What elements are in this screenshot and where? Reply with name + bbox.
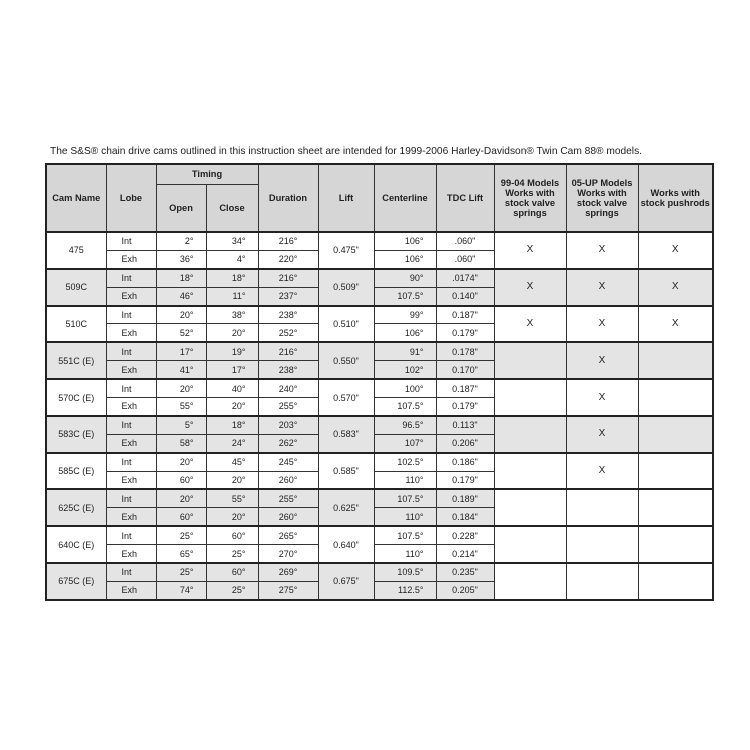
header-stock-pushrods: Works with stock pushrods	[638, 164, 713, 232]
duration-cell: 260°	[258, 508, 318, 526]
header-close: Close	[206, 184, 258, 232]
tdc-lift-cell: 0.179"	[436, 398, 494, 416]
close-cell: 40°	[206, 379, 258, 397]
centerline-cell: 109.5°	[374, 563, 436, 581]
duration-cell: 240°	[258, 379, 318, 397]
centerline-cell: 106°	[374, 324, 436, 342]
lobe-cell: Int	[106, 306, 156, 324]
compat-05-up-cell	[566, 526, 638, 563]
lift-cell: 0.640"	[318, 526, 374, 563]
lobe-cell: Exh	[106, 250, 156, 268]
compat-99-04-cell	[494, 379, 566, 416]
compat-05-up-cell	[566, 489, 638, 526]
centerline-cell: 102°	[374, 361, 436, 379]
compat-05-up-cell: X	[566, 342, 638, 379]
lobe-cell: Int	[106, 379, 156, 397]
table-row	[46, 342, 713, 360]
close-cell: 20°	[206, 324, 258, 342]
lift-cell: 0.583"	[318, 416, 374, 453]
duration-cell: 216°	[258, 269, 318, 287]
duration-cell: 269°	[258, 563, 318, 581]
close-cell: 25°	[206, 545, 258, 563]
cam-name-cell: 551C (E)	[46, 342, 106, 379]
header-tdc-lift: TDC Lift	[436, 164, 494, 232]
close-cell: 11°	[206, 287, 258, 305]
compat-pushrods-cell: X	[638, 306, 713, 343]
tdc-lift-cell: 0.214"	[436, 545, 494, 563]
duration-cell: 216°	[258, 232, 318, 250]
lobe-cell: Exh	[106, 324, 156, 342]
cam-name-cell: 625C (E)	[46, 489, 106, 526]
close-cell: 18°	[206, 269, 258, 287]
open-cell: 46°	[156, 287, 206, 305]
tdc-lift-cell: 0.205"	[436, 581, 494, 599]
duration-cell: 238°	[258, 306, 318, 324]
open-cell: 58°	[156, 434, 206, 452]
open-cell: 20°	[156, 489, 206, 507]
compat-05-up-cell: X	[566, 306, 638, 343]
centerline-cell: 91°	[374, 342, 436, 360]
tdc-lift-cell: 0.187"	[436, 379, 494, 397]
lift-cell: 0.570"	[318, 379, 374, 416]
close-cell: 20°	[206, 471, 258, 489]
lift-cell: 0.585"	[318, 453, 374, 490]
header-05-up-models: 05-UP Models Works with stock valve springs	[566, 164, 638, 232]
open-cell: 5°	[156, 416, 206, 434]
duration-cell: 265°	[258, 526, 318, 544]
compat-pushrods-cell: X	[638, 269, 713, 306]
compat-99-04-cell: X	[494, 269, 566, 306]
open-cell: 36°	[156, 250, 206, 268]
compat-pushrods-cell	[638, 453, 713, 490]
compat-99-04-cell	[494, 453, 566, 490]
lobe-cell: Exh	[106, 398, 156, 416]
table-row	[46, 416, 713, 434]
cam-name-cell: 585C (E)	[46, 453, 106, 490]
cam-name-cell: 475	[46, 232, 106, 269]
compat-pushrods-cell	[638, 379, 713, 416]
tdc-lift-cell: .060"	[436, 250, 494, 268]
centerline-cell: 110°	[374, 508, 436, 526]
compat-pushrods-cell	[638, 526, 713, 563]
lobe-cell: Exh	[106, 361, 156, 379]
centerline-cell: 107.5°	[374, 398, 436, 416]
open-cell: 55°	[156, 398, 206, 416]
header-lift: Lift	[318, 164, 374, 232]
compat-99-04-cell	[494, 416, 566, 453]
open-cell: 52°	[156, 324, 206, 342]
table-row	[46, 453, 713, 471]
centerline-cell: 107°	[374, 434, 436, 452]
table-row	[46, 306, 713, 324]
open-cell: 2°	[156, 232, 206, 250]
compat-05-up-cell: X	[566, 453, 638, 490]
tdc-lift-cell: 0.187"	[436, 306, 494, 324]
compat-05-up-cell: X	[566, 269, 638, 306]
table-row	[46, 269, 713, 287]
duration-cell: 260°	[258, 471, 318, 489]
lift-cell: 0.509"	[318, 269, 374, 306]
tdc-lift-cell: 0.228"	[436, 526, 494, 544]
duration-cell: 203°	[258, 416, 318, 434]
duration-cell: 255°	[258, 398, 318, 416]
lobe-cell: Int	[106, 453, 156, 471]
compat-pushrods-cell: X	[638, 232, 713, 269]
centerline-cell: 106°	[374, 250, 436, 268]
centerline-cell: 100°	[374, 379, 436, 397]
lobe-cell: Exh	[106, 545, 156, 563]
tdc-lift-cell: .060"	[436, 232, 494, 250]
tdc-lift-cell: 0.113"	[436, 416, 494, 434]
centerline-cell: 99°	[374, 306, 436, 324]
header-open: Open	[156, 184, 206, 232]
cam-name-cell: 640C (E)	[46, 526, 106, 563]
centerline-cell: 110°	[374, 545, 436, 563]
close-cell: 25°	[206, 581, 258, 599]
lobe-cell: Int	[106, 489, 156, 507]
centerline-cell: 110°	[374, 471, 436, 489]
duration-cell: 255°	[258, 489, 318, 507]
lift-cell: 0.675"	[318, 563, 374, 600]
compat-99-04-cell	[494, 563, 566, 600]
tdc-lift-cell: 0.189"	[436, 489, 494, 507]
compat-05-up-cell: X	[566, 232, 638, 269]
tdc-lift-cell: 0.140"	[436, 287, 494, 305]
lift-cell: 0.510"	[318, 306, 374, 343]
lobe-cell: Exh	[106, 471, 156, 489]
centerline-cell: 112.5°	[374, 581, 436, 599]
cam-spec-table	[45, 163, 714, 601]
duration-cell: 238°	[258, 361, 318, 379]
lobe-cell: Int	[106, 526, 156, 544]
cam-name-cell: 675C (E)	[46, 563, 106, 600]
open-cell: 25°	[156, 563, 206, 581]
close-cell: 55°	[206, 489, 258, 507]
open-cell: 60°	[156, 508, 206, 526]
lift-cell: 0.550"	[318, 342, 374, 379]
lobe-cell: Exh	[106, 434, 156, 452]
open-cell: 65°	[156, 545, 206, 563]
tdc-lift-cell: .0174"	[436, 269, 494, 287]
centerline-cell: 107.5°	[374, 526, 436, 544]
lift-cell: 0.625"	[318, 489, 374, 526]
tdc-lift-cell: 0.179"	[436, 471, 494, 489]
header-duration: Duration	[258, 164, 318, 232]
close-cell: 38°	[206, 306, 258, 324]
lobe-cell: Exh	[106, 508, 156, 526]
lobe-cell: Int	[106, 269, 156, 287]
tdc-lift-cell: 0.186"	[436, 453, 494, 471]
header-centerline: Centerline	[374, 164, 436, 232]
compat-pushrods-cell	[638, 563, 713, 600]
compat-05-up-cell: X	[566, 416, 638, 453]
close-cell: 24°	[206, 434, 258, 452]
open-cell: 25°	[156, 526, 206, 544]
open-cell: 60°	[156, 471, 206, 489]
compat-pushrods-cell	[638, 416, 713, 453]
close-cell: 20°	[206, 398, 258, 416]
lobe-cell: Int	[106, 232, 156, 250]
table-row	[46, 379, 713, 397]
table-row	[46, 489, 713, 507]
lobe-cell: Int	[106, 416, 156, 434]
centerline-cell: 90°	[374, 269, 436, 287]
open-cell: 41°	[156, 361, 206, 379]
table-row	[46, 232, 713, 250]
cam-name-cell: 509C	[46, 269, 106, 306]
duration-cell: 270°	[258, 545, 318, 563]
close-cell: 45°	[206, 453, 258, 471]
duration-cell: 275°	[258, 581, 318, 599]
close-cell: 60°	[206, 563, 258, 581]
tdc-lift-cell: 0.178"	[436, 342, 494, 360]
header-99-04-models: 99-04 Models Works with stock valve springs	[494, 164, 566, 232]
compat-pushrods-cell	[638, 342, 713, 379]
cam-name-cell: 583C (E)	[46, 416, 106, 453]
centerline-cell: 106°	[374, 232, 436, 250]
compat-99-04-cell	[494, 526, 566, 563]
tdc-lift-cell: 0.235"	[436, 563, 494, 581]
compat-99-04-cell	[494, 342, 566, 379]
table-row	[46, 526, 713, 544]
lobe-cell: Exh	[106, 287, 156, 305]
close-cell: 20°	[206, 508, 258, 526]
close-cell: 4°	[206, 250, 258, 268]
duration-cell: 216°	[258, 342, 318, 360]
duration-cell: 220°	[258, 250, 318, 268]
open-cell: 20°	[156, 453, 206, 471]
compat-99-04-cell: X	[494, 306, 566, 343]
open-cell: 20°	[156, 306, 206, 324]
duration-cell: 237°	[258, 287, 318, 305]
tdc-lift-cell: 0.184"	[436, 508, 494, 526]
duration-cell: 262°	[258, 434, 318, 452]
centerline-cell: 107.5°	[374, 287, 436, 305]
close-cell: 19°	[206, 342, 258, 360]
lobe-cell: Int	[106, 342, 156, 360]
cam-name-cell: 510C	[46, 306, 106, 343]
compat-99-04-cell: X	[494, 232, 566, 269]
duration-cell: 245°	[258, 453, 318, 471]
table-caption: The S&S® chain drive cams outlined in this instruction sheet are intended for 1999-2006 Harley-Davidson® Twin Cam 88® models.	[50, 146, 642, 157]
compat-pushrods-cell	[638, 489, 713, 526]
open-cell: 18°	[156, 269, 206, 287]
close-cell: 17°	[206, 361, 258, 379]
close-cell: 34°	[206, 232, 258, 250]
centerline-cell: 107.5°	[374, 489, 436, 507]
lift-cell: 0.475"	[318, 232, 374, 269]
tdc-lift-cell: 0.170"	[436, 361, 494, 379]
lobe-cell: Exh	[106, 581, 156, 599]
open-cell: 74°	[156, 581, 206, 599]
open-cell: 17°	[156, 342, 206, 360]
tdc-lift-cell: 0.206"	[436, 434, 494, 452]
lobe-cell: Int	[106, 563, 156, 581]
open-cell: 20°	[156, 379, 206, 397]
header-cam-name: Cam Name	[46, 164, 106, 232]
tdc-lift-cell: 0.179"	[436, 324, 494, 342]
compat-05-up-cell: X	[566, 379, 638, 416]
centerline-cell: 102.5°	[374, 453, 436, 471]
duration-cell: 252°	[258, 324, 318, 342]
table-row	[46, 563, 713, 581]
close-cell: 18°	[206, 416, 258, 434]
header-lobe: Lobe	[106, 164, 156, 232]
close-cell: 60°	[206, 526, 258, 544]
header-timing: Timing	[156, 164, 258, 184]
compat-05-up-cell	[566, 563, 638, 600]
cam-name-cell: 570C (E)	[46, 379, 106, 416]
centerline-cell: 96.5°	[374, 416, 436, 434]
compat-99-04-cell	[494, 489, 566, 526]
